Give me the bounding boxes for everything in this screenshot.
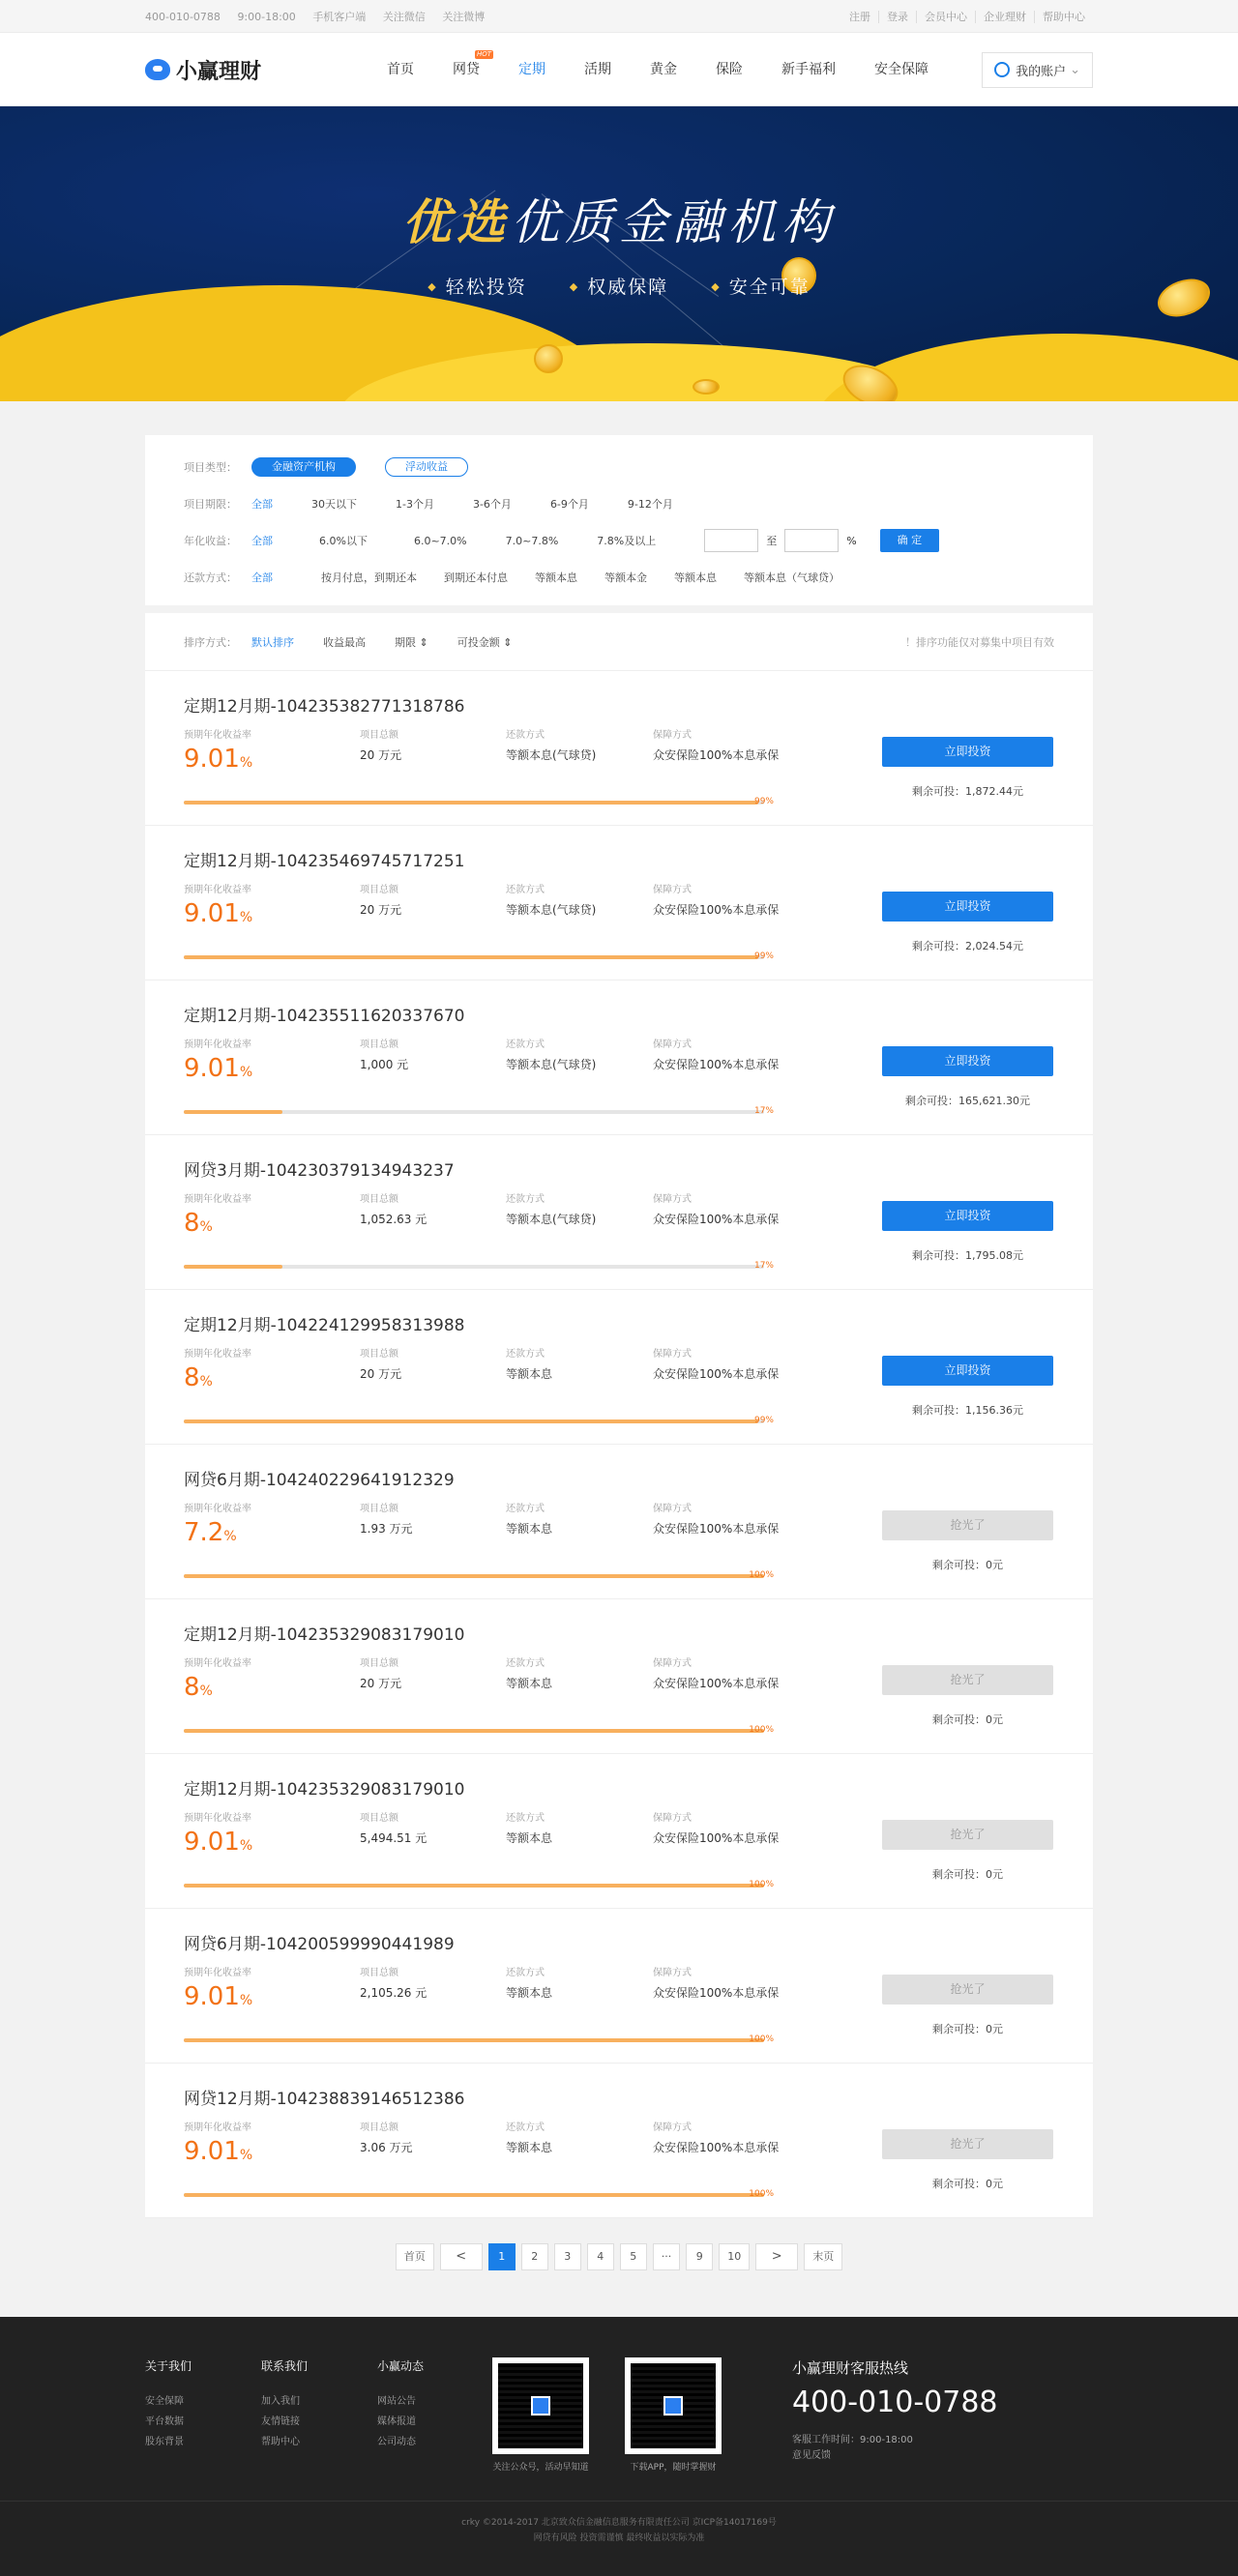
- repay-value: 等额本息: [506, 1677, 553, 1690]
- product-item[interactable]: [145, 981, 1093, 1135]
- progress-bar: [184, 2193, 764, 2197]
- guarantee-col: 保障方式 众安保险100%本息承保: [653, 1036, 846, 1083]
- page-ellipsis: ···: [653, 2243, 681, 2270]
- guarantee-col: 保障方式 众安保险100%本息承保: [653, 881, 846, 928]
- banner-tag: ◆ 权威保障: [570, 277, 668, 298]
- product-title[interactable]: 网贷3月期-104230379134943237: [184, 1161, 455, 1181]
- guarantee-col: 保障方式 众安保险100%本息承保: [653, 726, 846, 774]
- remaining-amount: 剩余可投：0元: [932, 1559, 1003, 1571]
- progress-bar: [184, 1729, 764, 1733]
- invest-button: 抢光了: [882, 1510, 1053, 1540]
- remaining-amount: 剩余可投：1,795.08元: [912, 1249, 1023, 1262]
- filter-type-row: 项目类型： 金融资产机构 浮动收益: [184, 449, 1054, 485]
- guarantee-value: 众安保险100%本息承保: [653, 1213, 780, 1226]
- hours-text: 9:00-18:00: [237, 11, 296, 23]
- footer: [0, 2317, 1238, 2576]
- repay-col: 还款方式 等额本息(气球贷): [506, 881, 653, 928]
- progress-fill: [184, 1884, 764, 1888]
- remaining-amount: 剩余可投：0元: [932, 1868, 1003, 1881]
- footer-link[interactable]: 媒体报道: [377, 2416, 416, 2427]
- page-number[interactable]: 2: [521, 2243, 548, 2270]
- banner-tag: ◆ 安全可靠: [711, 277, 810, 298]
- total-col: 项目总额 1,052.63 元: [360, 1190, 506, 1238]
- rate-value: 9.01: [184, 2137, 240, 2166]
- hotline: 小赢理财客服热线 400-010-0788 客服工作时间：9:00-18:00 意见反馈: [792, 2357, 998, 2501]
- product-item[interactable]: [145, 826, 1093, 981]
- footer-link[interactable]: 公司动态: [377, 2437, 416, 2447]
- repay-col: 还款方式 等额本息: [506, 2119, 653, 2166]
- remaining-amount: 剩余可投：165,621.30元: [905, 1095, 1030, 1107]
- progress-percent: 99%: [753, 951, 774, 961]
- rate-option[interactable]: 6.0~7.0%: [413, 534, 467, 547]
- progress-percent: 100%: [749, 1570, 774, 1580]
- hot-badge: HOT: [476, 50, 491, 58]
- banner-slogan: 优选优质金融机构: [402, 193, 836, 250]
- guarantee-col: 保障方式 众安保险100%本息承保: [653, 1190, 846, 1238]
- progress-bar: [184, 955, 764, 959]
- page-prev[interactable]: <: [440, 2243, 483, 2270]
- login-link[interactable]: 登录: [878, 11, 916, 23]
- nav-newbie[interactable]: 新手福利: [781, 62, 836, 77]
- banner-tags: [0, 273, 1238, 299]
- footer-link[interactable]: 帮助中心: [261, 2437, 300, 2447]
- product-item[interactable]: [145, 1135, 1093, 1290]
- weibo-link[interactable]: 关注微博: [442, 11, 486, 23]
- total-value: 5,494.51 元: [360, 1831, 427, 1845]
- enterprise-link[interactable]: 企业理财: [975, 11, 1034, 23]
- guarantee-col: 保障方式 众安保险100%本息承保: [653, 1654, 846, 1702]
- repay-col: 还款方式 等额本息(气球贷): [506, 726, 653, 774]
- total-value: 2,105.26 元: [360, 1986, 427, 2000]
- guarantee-col: 保障方式 众安保险100%本息承保: [653, 1345, 846, 1392]
- rate-col: 预期年化收益率 7.2%: [184, 1504, 251, 1547]
- repay-value: 等额本息(气球贷): [506, 1058, 597, 1071]
- sort-amount[interactable]: 可投金额 ⇕: [457, 635, 513, 649]
- total-col: 项目总额 3.06 万元: [360, 2119, 506, 2166]
- total-value: 1,052.63 元: [360, 1213, 427, 1226]
- progress-fill: [184, 1265, 282, 1269]
- rate-col: 预期年化收益率 9.01%: [184, 730, 253, 774]
- repay-col: 还款方式 等额本息: [506, 1809, 653, 1857]
- piggy-logo-icon: [145, 59, 170, 80]
- rate-option[interactable]: 7.8%及以上: [597, 535, 657, 547]
- member-center-link[interactable]: 会员中心: [916, 11, 975, 23]
- repay-col: 还款方式 等额本息(气球贷): [506, 1036, 653, 1083]
- product-title[interactable]: 定期12月期-104235511620337670: [184, 1007, 465, 1026]
- rate-col: 预期年化收益率 9.01%: [184, 1039, 253, 1083]
- total-value: 20 万元: [360, 1677, 402, 1690]
- product-title[interactable]: 网贷12月期-104238839146512386: [184, 2090, 465, 2109]
- banner-tag: ◆ 轻松投资: [427, 277, 526, 298]
- sort-note: ！排序功能仅对募集中项目有效: [905, 635, 1054, 649]
- repay-value: 等额本息: [506, 1986, 553, 2000]
- invest-button[interactable]: 立即投资: [882, 1046, 1053, 1076]
- repay-option[interactable]: 等额本息: [674, 571, 717, 584]
- total-col: 项目总额 5,494.51 元: [360, 1809, 506, 1857]
- total-value: 20 万元: [360, 748, 402, 762]
- total-col: 项目总额 1,000 元: [360, 1036, 506, 1083]
- guarantee-value: 众安保险100%本息承保: [653, 1522, 780, 1536]
- qr-logo-icon: [531, 2396, 550, 2415]
- guarantee-value: 众安保险100%本息承保: [653, 1986, 780, 2000]
- remaining-amount: 剩余可投：0元: [932, 2178, 1003, 2190]
- rate-value: 9.01: [184, 1982, 240, 2011]
- invest-button: 抢光了: [882, 1665, 1053, 1695]
- rate-confirm-button[interactable]: 确 定: [880, 529, 940, 552]
- progress-bar: [184, 801, 764, 805]
- invest-button[interactable]: 立即投资: [882, 1201, 1053, 1231]
- guarantee-value: 众安保险100%本息承保: [653, 2141, 780, 2154]
- progress-fill: [184, 1110, 282, 1114]
- progress-percent: 100%: [749, 2034, 774, 2044]
- nav-current[interactable]: 活期: [584, 62, 611, 77]
- product-title[interactable]: 定期12月期-104235469745717251: [184, 852, 465, 871]
- term-option[interactable]: 全部: [251, 498, 273, 511]
- footer-link[interactable]: 平台数据: [145, 2416, 184, 2427]
- feedback-link[interactable]: 意见反馈: [792, 2450, 831, 2461]
- rate-col: 预期年化收益率 9.01%: [184, 1813, 253, 1857]
- nav-fixed-term[interactable]: 定期: [518, 62, 545, 77]
- progress-fill: [184, 801, 758, 805]
- rate-col: 预期年化收益率 8%: [184, 1349, 251, 1392]
- chevron-down-icon: ⌄: [1070, 62, 1080, 77]
- page-first[interactable]: 首页: [396, 2243, 434, 2270]
- page-next[interactable]: >: [755, 2243, 798, 2270]
- progress-bar: [184, 1110, 764, 1114]
- type-chip-financial[interactable]: 金融资产机构: [251, 457, 356, 477]
- footer-col-about: 关于我们 安全保障 平台数据 股东背景: [145, 2357, 261, 2501]
- total-col: 项目总额 1.93 万元: [360, 1500, 506, 1547]
- product-title[interactable]: 网贷6月期-104240229641912329: [184, 1471, 455, 1490]
- footer-col-contact: 联系我们 加入我们 友情链接 帮助中心: [261, 2357, 377, 2501]
- remaining-amount: 剩余可投：1,872.44元: [912, 785, 1023, 798]
- remaining-amount: 剩余可投：0元: [932, 2023, 1003, 2035]
- repay-col: 还款方式 等额本息: [506, 1964, 653, 2011]
- progress-fill: [184, 1574, 764, 1578]
- copyright: crky ©2014-2017 北京致众信金融信息服务有限责任公司 京ICP备14017169号 网贷有风险 投资需谨慎 最终收益以实际为准: [0, 2501, 1238, 2546]
- product-title[interactable]: 定期12月期-104224129958313988: [184, 1316, 465, 1335]
- product-item[interactable]: [145, 2064, 1093, 2218]
- nav-insurance[interactable]: 保险: [716, 62, 743, 77]
- guarantee-value: 众安保险100%本息承保: [653, 748, 780, 762]
- total-value: 1.93 万元: [360, 1522, 413, 1536]
- sort-bar: 排序方式： 默认排序 收益最高 期限 ⇕ 可投金额 ⇕ ！排序功能仅对募集中项目有效: [145, 613, 1093, 671]
- help-center-link[interactable]: 帮助中心: [1034, 11, 1093, 23]
- logo[interactable]: [145, 55, 368, 85]
- total-col: 项目总额 20 万元: [360, 726, 506, 774]
- qr-logo-icon: [663, 2396, 683, 2415]
- rate-col: 预期年化收益率 9.01%: [184, 2122, 253, 2166]
- progress-fill: [184, 2193, 764, 2197]
- phone-text: 400-010-0788: [145, 11, 221, 23]
- progress-bar: [184, 1884, 764, 1888]
- rate-option[interactable]: 全部: [251, 535, 273, 547]
- footer-link[interactable]: 加入我们: [261, 2396, 300, 2407]
- term-option[interactable]: 3-6个月: [472, 498, 512, 511]
- progress-bar: [184, 1574, 764, 1578]
- page-number[interactable]: 9: [686, 2243, 713, 2270]
- logo-text: 小赢理财: [176, 59, 262, 84]
- product-title[interactable]: 定期12月期-104235329083179010: [184, 1780, 465, 1800]
- invest-button: 抢光了: [882, 1820, 1053, 1850]
- sort-highest-rate[interactable]: 收益最高: [323, 635, 366, 649]
- repay-value: 等额本息: [506, 1367, 553, 1381]
- coin-icon: [693, 379, 720, 395]
- type-chip-floating[interactable]: 浮动收益: [385, 457, 468, 477]
- repay-value: 等额本息: [506, 1522, 553, 1536]
- repay-col: 还款方式 等额本息: [506, 1500, 653, 1547]
- repay-option[interactable]: 到期还本付息: [444, 571, 508, 584]
- progress-percent: 100%: [749, 1880, 774, 1889]
- guarantee-col: 保障方式 众安保险100%本息承保: [653, 1500, 846, 1547]
- product-item[interactable]: [145, 1290, 1093, 1445]
- remaining-amount: 剩余可投：1,156.36元: [912, 1404, 1023, 1417]
- guarantee-value: 众安保险100%本息承保: [653, 1367, 780, 1381]
- repay-value: 等额本息(气球贷): [506, 748, 597, 762]
- my-account-button[interactable]: 我的账户 ⌄: [982, 52, 1093, 88]
- invest-button[interactable]: 立即投资: [882, 892, 1053, 922]
- repay-option[interactable]: 等额本息（气球贷）: [744, 571, 840, 584]
- progress-percent: 17%: [753, 1261, 774, 1271]
- total-col: 项目总额 20 万元: [360, 881, 506, 928]
- term-option[interactable]: 1-3个月: [396, 498, 434, 511]
- coin-icon: [534, 344, 563, 373]
- total-value: 20 万元: [360, 1367, 402, 1381]
- rate-max-input[interactable]: [784, 529, 839, 552]
- rate-value: 9.01: [184, 1054, 240, 1083]
- product-title[interactable]: 定期12月期-104235329083179010: [184, 1625, 465, 1645]
- term-option[interactable]: 9-12个月: [627, 498, 673, 511]
- page-number[interactable]: 4: [587, 2243, 614, 2270]
- total-col: 项目总额 2,105.26 元: [360, 1964, 506, 2011]
- page-number[interactable]: 5: [620, 2243, 647, 2270]
- invest-button[interactable]: 立即投资: [882, 1356, 1053, 1386]
- term-option[interactable]: 30天以下: [311, 498, 357, 511]
- main-nav: [368, 33, 982, 106]
- guarantee-col: 保障方式 众安保险100%本息承保: [653, 2119, 846, 2166]
- filter-term-row: 项目期限： 全部 30天以下 1-3个月 3-6个月 6-9个月 9-12个月: [184, 498, 673, 511]
- footer-link[interactable]: 网站公告: [377, 2396, 416, 2407]
- product-item[interactable]: [145, 1445, 1093, 1599]
- mobile-client-link[interactable]: 手机客户端: [312, 11, 367, 23]
- total-col: 项目总额 20 万元: [360, 1654, 506, 1702]
- progress-fill: [184, 955, 758, 959]
- progress-percent: 99%: [753, 797, 774, 806]
- rate-value: 9.01: [184, 745, 240, 774]
- guarantee-col: 保障方式 众安保险100%本息承保: [653, 1964, 846, 2011]
- progress-percent: 100%: [749, 1725, 774, 1735]
- page-number[interactable]: 1: [488, 2243, 516, 2270]
- promo-banner[interactable]: [0, 106, 1238, 401]
- product-item[interactable]: [145, 671, 1093, 826]
- repay-option[interactable]: 等额本金: [604, 571, 647, 584]
- page-number[interactable]: 3: [554, 2243, 581, 2270]
- invest-button: 抢光了: [882, 2129, 1053, 2159]
- rate-option[interactable]: 7.0~7.8%: [505, 534, 559, 547]
- repay-value: 等额本息: [506, 2141, 553, 2154]
- repay-value: 等额本息(气球贷): [506, 1213, 597, 1226]
- guarantee-value: 众安保险100%本息承保: [653, 1677, 780, 1690]
- total-col: 项目总额 20 万元: [360, 1345, 506, 1392]
- repay-value: 等额本息(气球贷): [506, 903, 597, 917]
- product-item[interactable]: [145, 1754, 1093, 1909]
- total-value: 20 万元: [360, 903, 402, 917]
- qr-app: 下载APP，随时掌握财: [625, 2357, 722, 2501]
- header: [0, 33, 1238, 106]
- remaining-amount: 剩余可投：2,024.54元: [912, 940, 1023, 952]
- nav-p2p[interactable]: 网贷 HOT: [453, 50, 491, 77]
- total-value: 3.06 万元: [360, 2141, 413, 2154]
- rate-value: 9.01: [184, 1828, 240, 1857]
- qr-wechat: 关注公众号，活动早知道: [492, 2357, 589, 2501]
- product-title[interactable]: 定期12月期-104235382771318786: [184, 697, 465, 717]
- progress-fill: [184, 2038, 764, 2042]
- filter-repay-row: 还款方式： 全部 按月付息，到期还本 到期还本付息 等额本息 等额本金 等额本息 等额本息（气球贷）: [184, 571, 840, 584]
- guarantee-col: 保障方式 众安保险100%本息承保: [653, 1809, 846, 1857]
- rate-value: 9.01: [184, 899, 240, 928]
- product-list: [145, 671, 1093, 2218]
- term-option[interactable]: 6-9个月: [549, 498, 589, 511]
- rate-value: 8: [184, 1209, 200, 1238]
- footer-link[interactable]: 友情链接: [261, 2416, 300, 2427]
- rate-option[interactable]: 6.0%以下: [319, 535, 368, 547]
- pagination: [145, 2243, 1093, 2270]
- register-link[interactable]: 注册: [849, 11, 870, 23]
- product-item[interactable]: [145, 1909, 1093, 2064]
- repay-value: 等额本息: [506, 1831, 553, 1845]
- guarantee-value: 众安保险100%本息承保: [653, 903, 780, 917]
- progress-bar: [184, 1420, 764, 1423]
- product-title[interactable]: 网贷6月期-104200599990441989: [184, 1935, 455, 1954]
- guarantee-value: 众安保险100%本息承保: [653, 1058, 780, 1071]
- progress-bar: [184, 1265, 764, 1269]
- sort-default[interactable]: 默认排序: [251, 635, 294, 649]
- guarantee-value: 众安保险100%本息承保: [653, 1831, 780, 1845]
- repay-col: 还款方式 等额本息: [506, 1345, 653, 1392]
- top-bar: [0, 0, 1238, 33]
- user-icon: [994, 62, 1010, 77]
- rate-min-input[interactable]: [704, 529, 758, 552]
- nav-home[interactable]: 首页: [387, 62, 414, 77]
- rate-col: 预期年化收益率 9.01%: [184, 1968, 253, 2011]
- filter-rate-row: 年化收益： 全部 6.0%以下 6.0~7.0% 7.0~7.8% 7.8%及以上 至 % 确 定: [184, 522, 1054, 559]
- product-item[interactable]: [145, 1599, 1093, 1754]
- progress-percent: 99%: [753, 1416, 774, 1425]
- footer-link[interactable]: 安全保障: [145, 2396, 184, 2407]
- progress-fill: [184, 1729, 764, 1733]
- rate-col: 预期年化收益率 8%: [184, 1194, 251, 1238]
- progress-percent: 100%: [749, 2189, 774, 2199]
- invest-button: 抢光了: [882, 1975, 1053, 2005]
- progress-fill: [184, 1420, 758, 1423]
- repay-option[interactable]: 等额本息: [535, 571, 577, 584]
- footer-col-news: 小赢动态 网站公告 媒体报道 公司动态: [377, 2357, 492, 2501]
- footer-link[interactable]: 股东背景: [145, 2437, 184, 2447]
- wechat-link[interactable]: 关注微信: [382, 11, 426, 23]
- total-value: 1,000 元: [360, 1058, 409, 1071]
- hotline-number: 400-010-0788: [792, 2386, 998, 2419]
- repay-option[interactable]: 按月付息，到期还本: [321, 571, 417, 584]
- invest-button[interactable]: 立即投资: [882, 737, 1053, 767]
- page-number[interactable]: 10: [719, 2243, 750, 2270]
- repay-col: 还款方式 等额本息(气球贷): [506, 1190, 653, 1238]
- nav-gold[interactable]: 黄金: [650, 62, 677, 77]
- rate-col: 预期年化收益率 8%: [184, 1658, 251, 1702]
- filter-panel: [145, 435, 1093, 605]
- remaining-amount: 剩余可投：0元: [932, 1713, 1003, 1726]
- rate-value: 7.2: [184, 1518, 224, 1547]
- rate-value: 8: [184, 1673, 200, 1702]
- sort-term[interactable]: 期限 ⇕: [395, 635, 428, 649]
- rate-value: 8: [184, 1363, 200, 1392]
- repay-col: 还款方式 等额本息: [506, 1654, 653, 1702]
- rate-col: 预期年化收益率 9.01%: [184, 885, 253, 928]
- progress-percent: 17%: [753, 1106, 774, 1116]
- progress-bar: [184, 2038, 764, 2042]
- nav-security[interactable]: 安全保障: [874, 62, 928, 77]
- page-last[interactable]: 末页: [804, 2243, 842, 2270]
- repay-option[interactable]: 全部: [251, 571, 273, 584]
